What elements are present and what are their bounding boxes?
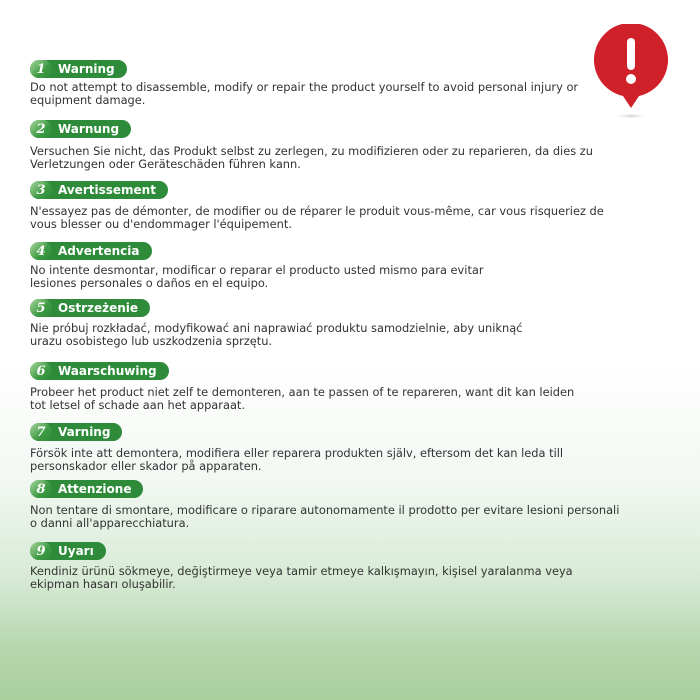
section-title: Varning [58, 425, 111, 439]
section-text: Do not attempt to disassemble, modify or repair the product yourself to avoid personal injury or equipment damage. [30, 80, 579, 108]
section-title: Advertencia [58, 244, 140, 258]
section-title: Ostrzeżenie [58, 301, 139, 315]
section-header-badge [30, 60, 127, 78]
section-header-badge [30, 362, 169, 380]
section-header-badge [30, 181, 168, 199]
section-title: Warning [58, 62, 115, 76]
section-header-badge [30, 299, 150, 317]
section-number: 6 [30, 362, 52, 380]
section-header-badge [30, 423, 122, 441]
section-title: Waarschuwing [58, 364, 157, 378]
section-header-badge [30, 242, 152, 260]
section-header-badge [30, 542, 106, 560]
section-number: 5 [30, 299, 52, 317]
section-text: No intente desmontar, modificar o reparar el producto usted mismo para evitar lesiones personales o daños en el equipo. [30, 263, 484, 291]
section-header-badge [30, 480, 143, 498]
section-number: 8 [30, 480, 52, 498]
section-number: 7 [30, 423, 52, 441]
section-text: Non tentare di smontare, modificare o riparare autonomamente il prodotto per evitare lesioni personali o danni all'apparecchiatura. [30, 503, 620, 531]
section-text: Nie próbuj rozkładać, modyfikować ani naprawiać produktu samodzielnie, aby uniknąć urazu osobistego lub uszkodzenia sprzętu. [30, 321, 523, 349]
section-title: Uyarı [58, 544, 94, 558]
section-number: 9 [30, 542, 52, 560]
section-text: N'essayez pas de démonter, de modifier ou de réparer le produit vous-même, car vous risqueriez de vous blesser ou d'endommager l'équipement. [30, 204, 604, 232]
section-title: Attenzione [58, 482, 132, 496]
section-text: Probeer het product niet zelf te demonteren, aan te passen of te repareren, want dit kan leiden tot letsel of schade aan het apparaat. [30, 385, 575, 413]
section-number: 2 [30, 120, 52, 138]
section-header-badge [30, 120, 131, 138]
section-text: Versuchen Sie nicht, das Produkt selbst zu zerlegen, zu modifizieren oder zu reparieren, da dies zu Verletzungen oder Geräteschäden führen kann. [30, 144, 593, 172]
section-title: Warnung [58, 122, 120, 136]
section-number: 4 [30, 242, 52, 260]
section-number: 3 [30, 181, 52, 199]
section-number: 1 [30, 60, 52, 78]
section-title: Avertissement [58, 183, 156, 197]
section-text: Kendiniz ürünü sökmeye, değiştirmeye veya tamir etmeye kalkışmayın, kişisel yaralanma veya ekipman hasarı oluşabilir. [30, 564, 573, 592]
section-text: Försök inte att demontera, modifiera eller reparera produkten själv, eftersom det kan leda till personskador eller skador på apparaten. [30, 446, 564, 474]
